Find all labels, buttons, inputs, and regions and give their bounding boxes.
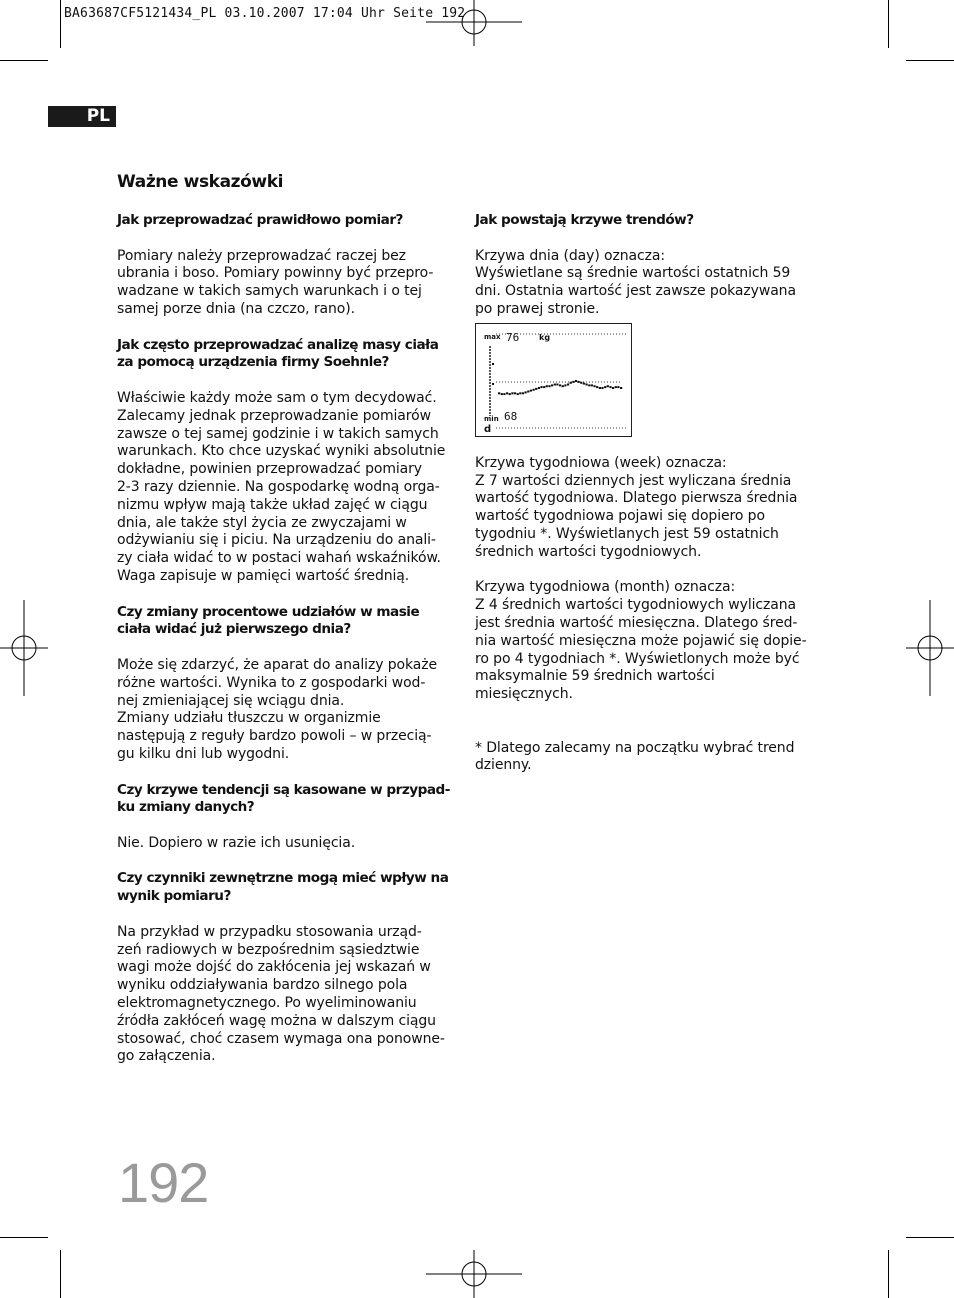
trend-point [503,393,505,395]
trend-point [519,392,521,394]
trend-point [517,393,519,395]
left-column [117,212,452,1066]
question-heading: Jak powstają krzywe trendów? [475,212,694,228]
trend-point [559,384,561,386]
trend-point [538,387,540,389]
trend-point [591,384,593,386]
trend-point [612,387,614,389]
trend-point [556,383,558,385]
registration-mark-left [0,600,48,696]
trend-point [525,391,527,393]
trend-point [522,392,524,394]
trend-point [607,385,609,387]
trend-point [586,383,588,385]
trend-point [527,390,529,392]
trend-unit: kg [539,332,551,342]
trend-point [570,382,572,384]
page-title: Ważne wskazówki [117,172,284,192]
question-heading: Czy zmiany procentowe udziałów w masie ciała widać już pierwszego dnia? [117,603,420,638]
answer-paragraph: Na przykład w przypadku stosowania urząd- zeń radiowych w bezpośrednim sąsiedztwie wagi może dojść do zakłócenia jej wskazań w wyniku oddziaływania bardzo silnego pola elektromagnetycznego. Po wyeliminowaniu źródła zakłóceń wagę można w dalszym ciągu stosować, choć czasem wymaga ona ponowne- go załączenia. [117,923,445,1065]
right-column [475,212,810,775]
trend-point [601,387,603,389]
trend-point [546,385,548,387]
trend-max-value: 76 [506,330,520,344]
question-heading: Czy krzywe tendencji są kasowane w przypad- ku zmiany danych? [117,781,450,816]
trend-point [530,389,532,391]
crop-mark-bottom-left-horizontal [0,1237,48,1238]
trend-axis-tick [492,363,494,365]
trend-point [501,393,503,395]
crop-mark-top-right-horizontal [906,60,954,61]
crop-mark-bottom-right-vertical [888,1250,889,1298]
trend-point [498,392,500,394]
trend-point [580,382,582,384]
trend-point [615,386,617,388]
trend-point [617,386,619,388]
trend-point [588,384,590,386]
question-heading: Czy czynniki zewnętrzne mogą mieć wpływ na wynik pomiaru? [117,870,449,905]
trend-point [575,380,577,382]
trend-display-svg [476,324,631,436]
trend-min-label: min [484,414,499,423]
trend-point [604,386,606,388]
trend-point [572,381,574,383]
trend-point [506,392,508,394]
trend-point [583,382,585,384]
answer-paragraph: Może się zdarzyć, że aparat do analizy pokaże różne wartości. Wynika to z gospodarki wod- nej zmieniającej się wciągu dnia. Zmiany udziału tłuszczu w organizmie następują z reguły bardzo powoli – w przecią- gu kilku dni lub wygodni. [117,656,437,762]
trend-mode-label: d [484,423,492,435]
trend-point [511,392,513,394]
trend-point [551,384,553,386]
answer-paragraph: Właściwie każdy może sam o tym decydować. Zalecamy jednak przeprowadzanie pomiarów zawsze o tej samej godzinie i w takich samych warunkach. Kto chce uzyskać wyniki absolutnie dokładne, powinien przeprowadzać pomiary 2-3 razy dziennie. Na gospodarkę wodną orga- nizmu wpływ mają także układ zajęć w ciągu dnia, ale także styl życia ze zwyczajami w odżywianiu się i piciu. Na urządzeniu do anali- zy ciała widać to w postaci wahań wskaźników. Waga zapisuje w pamięci wartość średnią. [117,389,446,584]
crop-mark-top-right-vertical [888,0,889,48]
trend-display-figure [475,323,632,437]
trend-point [567,383,569,385]
crop-mark-bottom-left-vertical [60,1250,61,1298]
registration-mark-bottom [426,1250,526,1298]
trend-point [596,386,598,388]
trend-point [543,386,545,388]
print-header: BA63687CF5121434_PL 03.10.2007 17:04 Uhr Seite 192 [64,6,466,21]
trend-point [599,387,601,389]
footnote: * Dlatego zalecamy na początku wybrać trend dzienny. [475,739,795,774]
trend-point [514,392,516,394]
trend-min-value: 68 [504,409,518,423]
page-number: 192 [118,1151,209,1214]
trend-point [609,386,611,388]
trend-point [594,385,596,387]
trend-axis-tick [492,383,494,385]
trend-point [578,381,580,383]
trend-point [554,383,556,385]
answer-paragraph: Nie. Dopiero w razie ich usunięcia. [117,834,356,851]
trend-point [548,385,550,387]
trend-point [533,389,535,391]
question-heading: Jak przeprowadzać prawidłowo pomiar? [117,212,403,228]
crop-mark-top-left-horizontal [0,60,48,61]
registration-mark-right [906,600,954,696]
language-badge [48,106,116,127]
week-curve-paragraph: Krzywa tygodniowa (week) oznacza: Z 7 wartości dziennych jest wyliczana średnia wartość tygodniowa. Dlatego pierwsza średnia wartość tygodniowa pojawi się dopiero po tygodniu *. Wyświetlanych jest 59 ostatnich średnich wartości tygodniowych. [475,454,798,560]
day-curve-paragraph: Krzywa dnia (day) oznacza: Wyświetlane są średnie wartości ostatnich 59 dni. Ostatnia wartość jest zawsze pokazywana po prawej stronie. [475,247,796,317]
language-code: PL [86,106,110,126]
trend-point [562,385,564,387]
question-heading: Jak często przeprowadzać analizę masy ciała za pomocą urządzenia firmy Soehnle? [117,336,439,371]
trend-point [535,388,537,390]
trend-point [509,393,511,395]
trend-point [564,384,566,386]
answer-paragraph: Pomiary należy przeprowadzać raczej bez ubrania i boso. Pomiary powinny być przepro- wadzane w takich samych warunkach i o tej samej porze dnia (na czczo, rano). [117,247,434,317]
trend-max-label: max [484,332,501,341]
crop-mark-top-left-vertical [60,0,61,48]
trend-point [620,387,622,389]
month-curve-paragraph: Krzywa tygodniowa (month) oznacza: Z 4 średnich wartości tygodniowych wyliczana jest średnia wartość miesięczna. Dlatego śred- nia wartość miesięczna może pojawić się dopie- ro po 4 tygodniach *. Wyświetlonych może być maksymalnie 59 średnich wartości miesięcznych. [475,579,807,703]
crop-mark-bottom-right-horizontal [906,1237,954,1238]
trend-point [540,386,542,388]
